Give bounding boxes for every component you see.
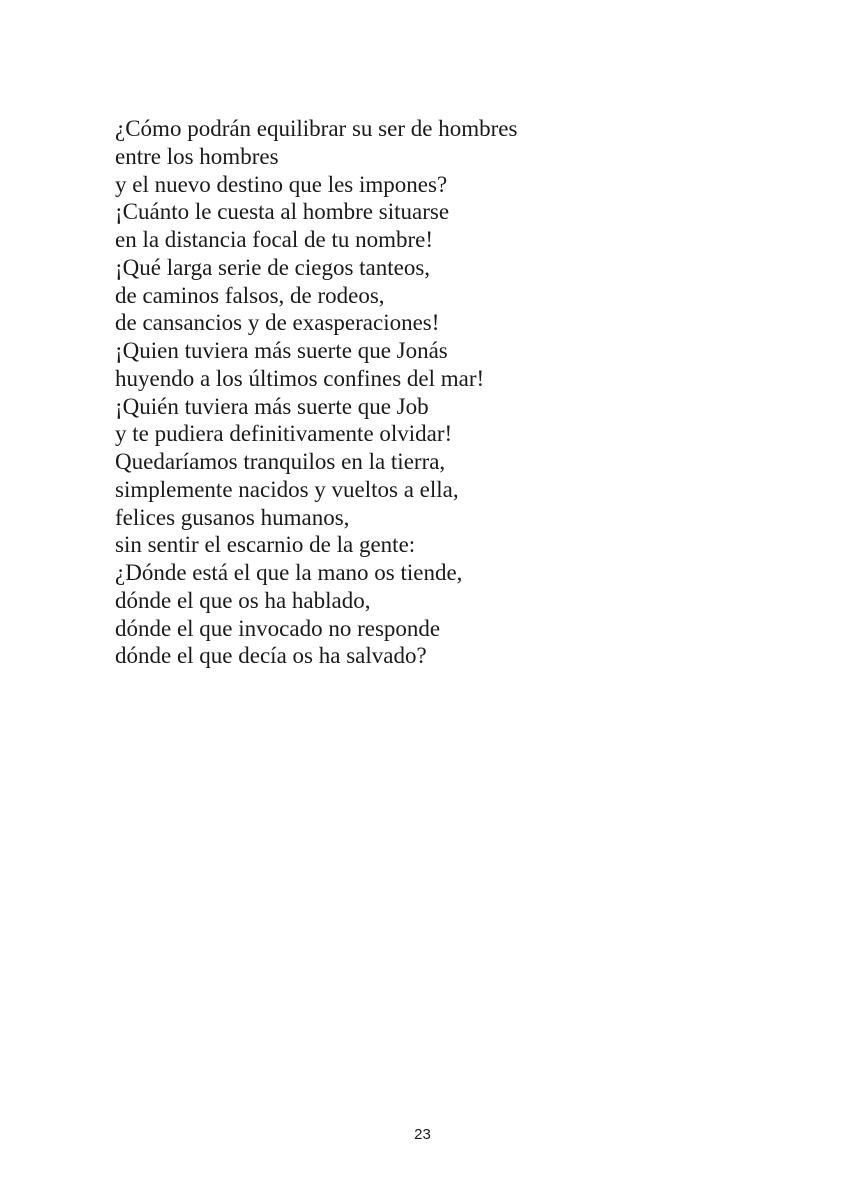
poem-line: entre los hombres bbox=[115, 143, 279, 169]
poem-line: en la distancia focal de tu nombre! bbox=[115, 227, 434, 252]
poem-line: ¿Dónde está el que la mano os tiende, bbox=[115, 560, 463, 585]
poem-line: simplemente nacidos y vueltos a ella, bbox=[115, 476, 459, 502]
page-number: 23 bbox=[414, 1126, 431, 1143]
poem-line: ¡Qué larga serie de ciegos tanteos, bbox=[115, 254, 431, 280]
poem-line: y te pudiera definitivamente olvidar! bbox=[115, 421, 453, 447]
poem-line: huyendo a los últimos confines del mar! bbox=[115, 365, 485, 391]
poem-line: sin sentir el escarnio de la gente: bbox=[115, 532, 416, 558]
poem-line: y el nuevo destino que les impones? bbox=[115, 171, 448, 197]
poem-line: dónde el que os ha hablado, bbox=[115, 587, 371, 613]
poem-line: ¿Cómo podrán equilibrar su ser de hombres bbox=[115, 116, 518, 141]
poem-line: felices gusanos humanos, bbox=[115, 504, 350, 530]
poem-line: de cansancios y de exasperaciones! bbox=[115, 310, 440, 336]
poem-line: dónde el que invocado no responde bbox=[115, 615, 441, 641]
poem-line: ¡Quién tuviera más suerte que Job bbox=[115, 393, 429, 419]
poem-body bbox=[115, 115, 775, 670]
poem-line: de caminos falsos, de rodeos, bbox=[115, 282, 385, 308]
poem-line: ¡Quien tuviera más suerte que Jonás bbox=[115, 338, 448, 363]
poem-line: dónde el que decía os ha salvado? bbox=[115, 643, 427, 669]
poem-line: Quedaríamos tranquilos en la tierra, bbox=[115, 449, 446, 474]
poem-line: ¡Cuánto le cuesta al hombre situarse bbox=[115, 199, 450, 225]
